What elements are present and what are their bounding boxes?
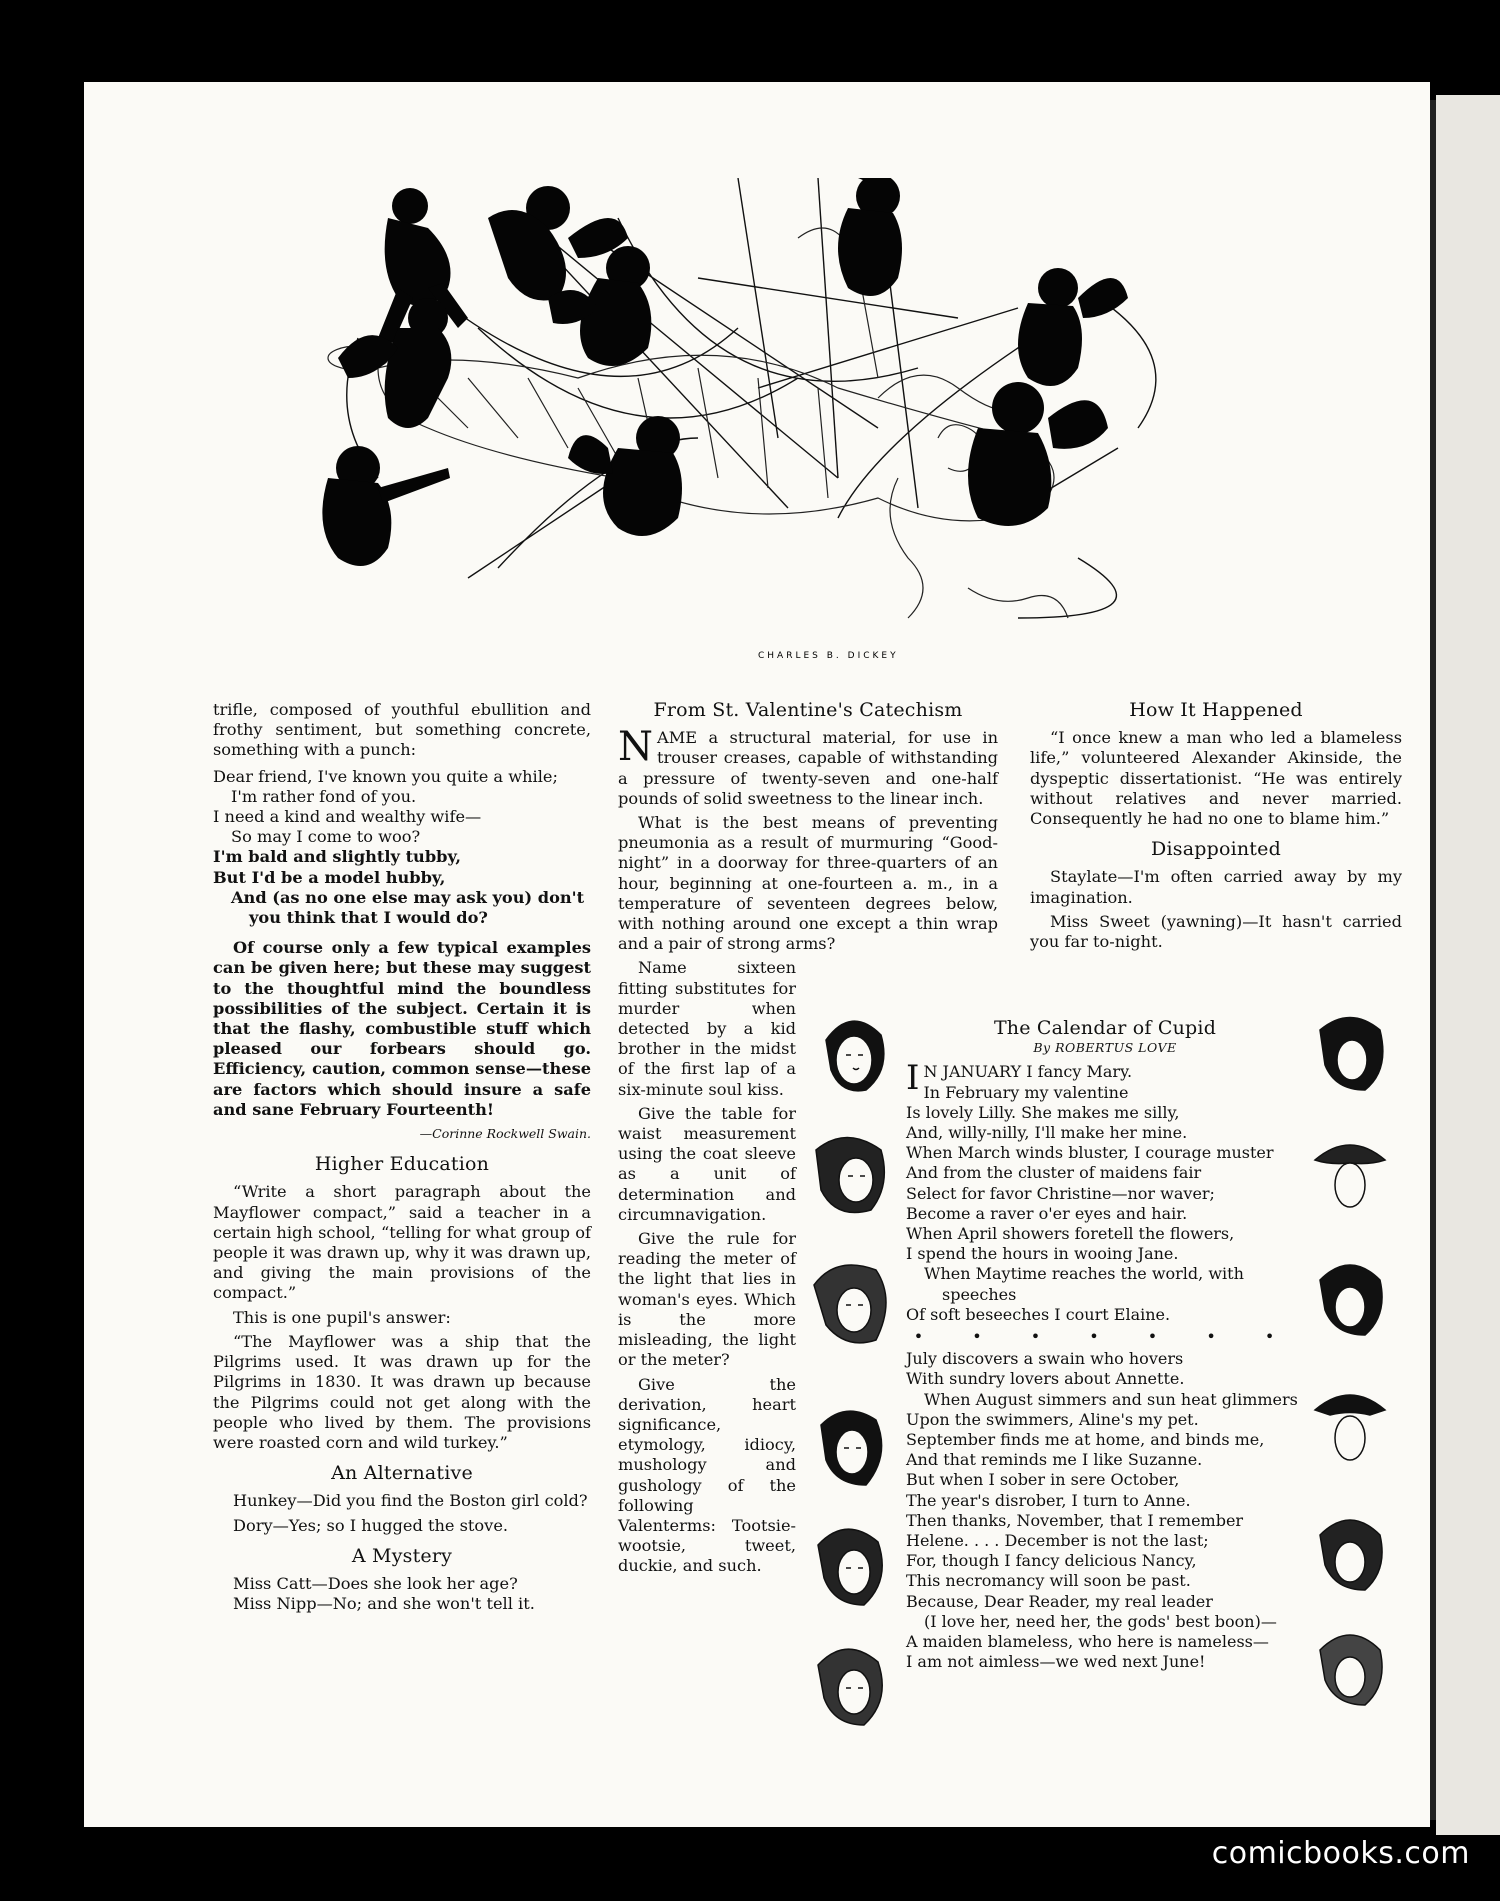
heading-how-it-happened: How It Happened [1129, 699, 1303, 721]
poem-line: But when I sober in sere October, [906, 1470, 1180, 1490]
section-dots: • • • • • • • [913, 1327, 1297, 1347]
dialogue-line: Miss Catt—Does she look her age? [233, 1573, 518, 1593]
heading-disappointed: Disappointed [1151, 838, 1281, 861]
poem-line: Helene. . . . December is not the last; [906, 1531, 1209, 1551]
poem-verse [213, 767, 591, 929]
lady-portrait-10 [1315, 1395, 1385, 1460]
poem-line: Of soft beseeches I court Elaine. [906, 1304, 1171, 1324]
paragraph: “Write a short paragraph about the Mayflower compact,” said a teacher in a certain high school, “telling for what group of people it was drawn up, why it was drawn up, and giving the main provisions of the compact.” [213, 1182, 591, 1303]
poem-line: The year's disrober, I turn to Anne. [906, 1490, 1191, 1510]
heading-a-mystery: A Mystery [351, 1544, 453, 1567]
poem-line: Is lovely Lilly. She makes me silly, [906, 1102, 1180, 1122]
poem-line: July discovers a swain who hovers [906, 1349, 1184, 1369]
intro-text: trifle, composed of youthful ebullition and frothy sentiment, but something concrete, something with a punch: [213, 700, 591, 760]
poem-line: When April showers foretell the flowers, [906, 1224, 1235, 1244]
poem-line: Select for favor Christine—nor waver; [906, 1183, 1215, 1203]
column-1 [213, 700, 591, 1614]
verse-line: Dear friend, I've known you quite a while; [213, 766, 558, 786]
paragraph: Give the rule for reading the meter of the light that lies in woman's eyes. Which is the more misleading, the light or the meter? [618, 1229, 796, 1370]
author-credit: —Corinne Rockwell Swain. [419, 1126, 591, 1142]
lady-portrait-11 [1320, 1520, 1382, 1590]
calendar-of-cupid [906, 1018, 1304, 1673]
byline: By ROBERTUS LOVE [1033, 1040, 1177, 1056]
poem-line: This necromancy will soon be past. [906, 1571, 1191, 1591]
poem-line: N JANUARY I fancy Mary. [923, 1062, 1133, 1082]
site-watermark: comicbooks.com [1211, 1836, 1470, 1871]
heading-calendar-of-cupid: The Calendar of Cupid [993, 1017, 1217, 1039]
poem-line: When Maytime reaches the world, with speeches [924, 1264, 1244, 1304]
ladies-portraits-left [806, 1010, 896, 1730]
heading-higher-education: Higher Education [314, 1153, 490, 1176]
lady-portrait-6 [818, 1649, 882, 1725]
poem-line: And that reminds me I like Suzanne. [906, 1450, 1203, 1470]
poem-line: Become a raver o'er eyes and hair. [906, 1203, 1188, 1223]
paragraph: “The Mayflower was a ship that the Pilgrims used. It was drawn up for the Pilgrims in 1830. It was drawn up because the Pilgrims could not get along with the people who lived by them. The provisions were roasted corn and wild turkey.” [213, 1331, 591, 1452]
verse-line: And (as no one else may ask you) don't you think that I would do? [231, 887, 585, 928]
paragraph: “I once knew a man who led a blameless life,” volunteered Alexander Akinside, the dyspeptic dissertationist. “He was entirely without relatives and never married. Consequently he had no one to blame him.” [1030, 728, 1402, 829]
lady-portrait-4 [821, 1411, 882, 1485]
facing-page-edge [1436, 95, 1500, 1835]
poem-line: And from the cluster of maidens fair [906, 1163, 1202, 1183]
column-3 [1030, 700, 1402, 956]
dialogue-line: Dory—Yes; so I hugged the stove. [233, 1515, 509, 1535]
poem-line: With sundry lovers about Annette. [906, 1369, 1185, 1389]
paragraph: Give the table for waist measurement using the coat sleeve as a unit of determination and circumnavigation. [618, 1103, 796, 1224]
poem-line: When August simmers and sun heat glimmers [924, 1389, 1298, 1409]
poem-line: When March winds bluster, I courage muster [906, 1143, 1274, 1163]
dialogue-line: Miss Sweet (yawning)—It hasn't carried you far to-night. [1030, 911, 1402, 952]
paragraph: AME a structural material, for use in trouser creases, capable of withstanding a pressure of twenty-seven and one-half pounds of solid sweetness to the linear inch. [618, 728, 998, 808]
poem-line: (I love her, need her, the gods' best boon)— [924, 1611, 1277, 1631]
lady-portrait-12 [1320, 1635, 1382, 1705]
poem-line: Upon the swimmers, Aline's my pet. [906, 1409, 1199, 1429]
poem-line: For, though I fancy delicious Nancy, [906, 1551, 1197, 1571]
poem-line: I spend the hours in wooing Jane. [906, 1244, 1179, 1264]
lady-portrait-7 [1320, 1018, 1383, 1091]
verse-line: I'm bald and slightly tubby, [213, 847, 461, 867]
poem-line: Then thanks, November, that I remember [906, 1510, 1244, 1530]
verse-line: I need a kind and wealthy wife— [213, 807, 482, 827]
lady-portrait-2 [816, 1138, 884, 1213]
poem-line: In February my valentine [923, 1082, 1129, 1102]
heading-an-alternative: An Alternative [331, 1462, 473, 1485]
poem-line: And, willy-nilly, I'll make her mine. [906, 1123, 1188, 1143]
verse-line: So may I come to woo? [231, 827, 421, 847]
paragraph: This is one pupil's answer: [233, 1307, 451, 1327]
paragraph: Of course only a few typical examples can be given here; but these may suggest to the thoughtful mind the boundless possibilities of the subject. Certain it is that the flashy, combustible stuff which pleased our forbears should go. Efficiency, caution, common sense—these are factors which should insure a safe and sane February Fourteenth! [213, 938, 591, 1119]
paragraph: What is the best means of preventing pneumonia as a result of murmuring “Good-night” in a doorway for three-quarters of an hour, beginning at one-fourteen a. m., in a temperature of seventeen degrees below, with nothing around one except a thin wrap and a pair of strong arms? [618, 813, 998, 954]
dialogue-line: Staylate—I'm often carried away by my imagination. [1030, 867, 1402, 907]
drop-cap: I [906, 1058, 920, 1099]
drop-cap: N [618, 724, 653, 771]
lady-portrait-3 [814, 1265, 886, 1343]
poem-line: September finds me at home, and binds me, [906, 1430, 1265, 1450]
dialogue-line: Hunkey—Did you find the Boston girl cold? [233, 1491, 588, 1511]
dialogue-line: Miss Nipp—No; and she won't tell it. [233, 1594, 535, 1614]
paragraph: Name sixteen fitting substitutes for murder when detected by a kid brother in the midst of the first lap of a six-minute soul kiss. [618, 958, 796, 1099]
illustration-signature: CHARLES B. DICKEY [758, 651, 899, 661]
paragraph: Give the derivation, heart significance, etymology, idiocy, mushology and gushology of the following Valenterms: Tootsie-wootsie, tweet, duckie, and such. [618, 1374, 796, 1576]
lady-portrait-1 [826, 1021, 884, 1091]
verse-line: I'm rather fond of you. [231, 786, 417, 806]
heading-catechism: From St. Valentine's Catechism [653, 699, 963, 721]
page-spine [1430, 100, 1436, 1820]
poem-line: Because, Dear Reader, my real leader [906, 1591, 1213, 1611]
lady-portrait-9 [1320, 1265, 1382, 1335]
lady-portrait-5 [818, 1529, 882, 1605]
cupids-illustration [318, 178, 1218, 668]
poem-line: A maiden blameless, who here is nameless— [906, 1632, 1269, 1652]
poem-line: I am not aimless—we wed next June! [906, 1652, 1206, 1672]
ladies-portraits-right [1310, 1010, 1390, 1730]
lady-portrait-8 [1315, 1145, 1385, 1207]
verse-line: But I'd be a model hubby, [213, 867, 446, 887]
